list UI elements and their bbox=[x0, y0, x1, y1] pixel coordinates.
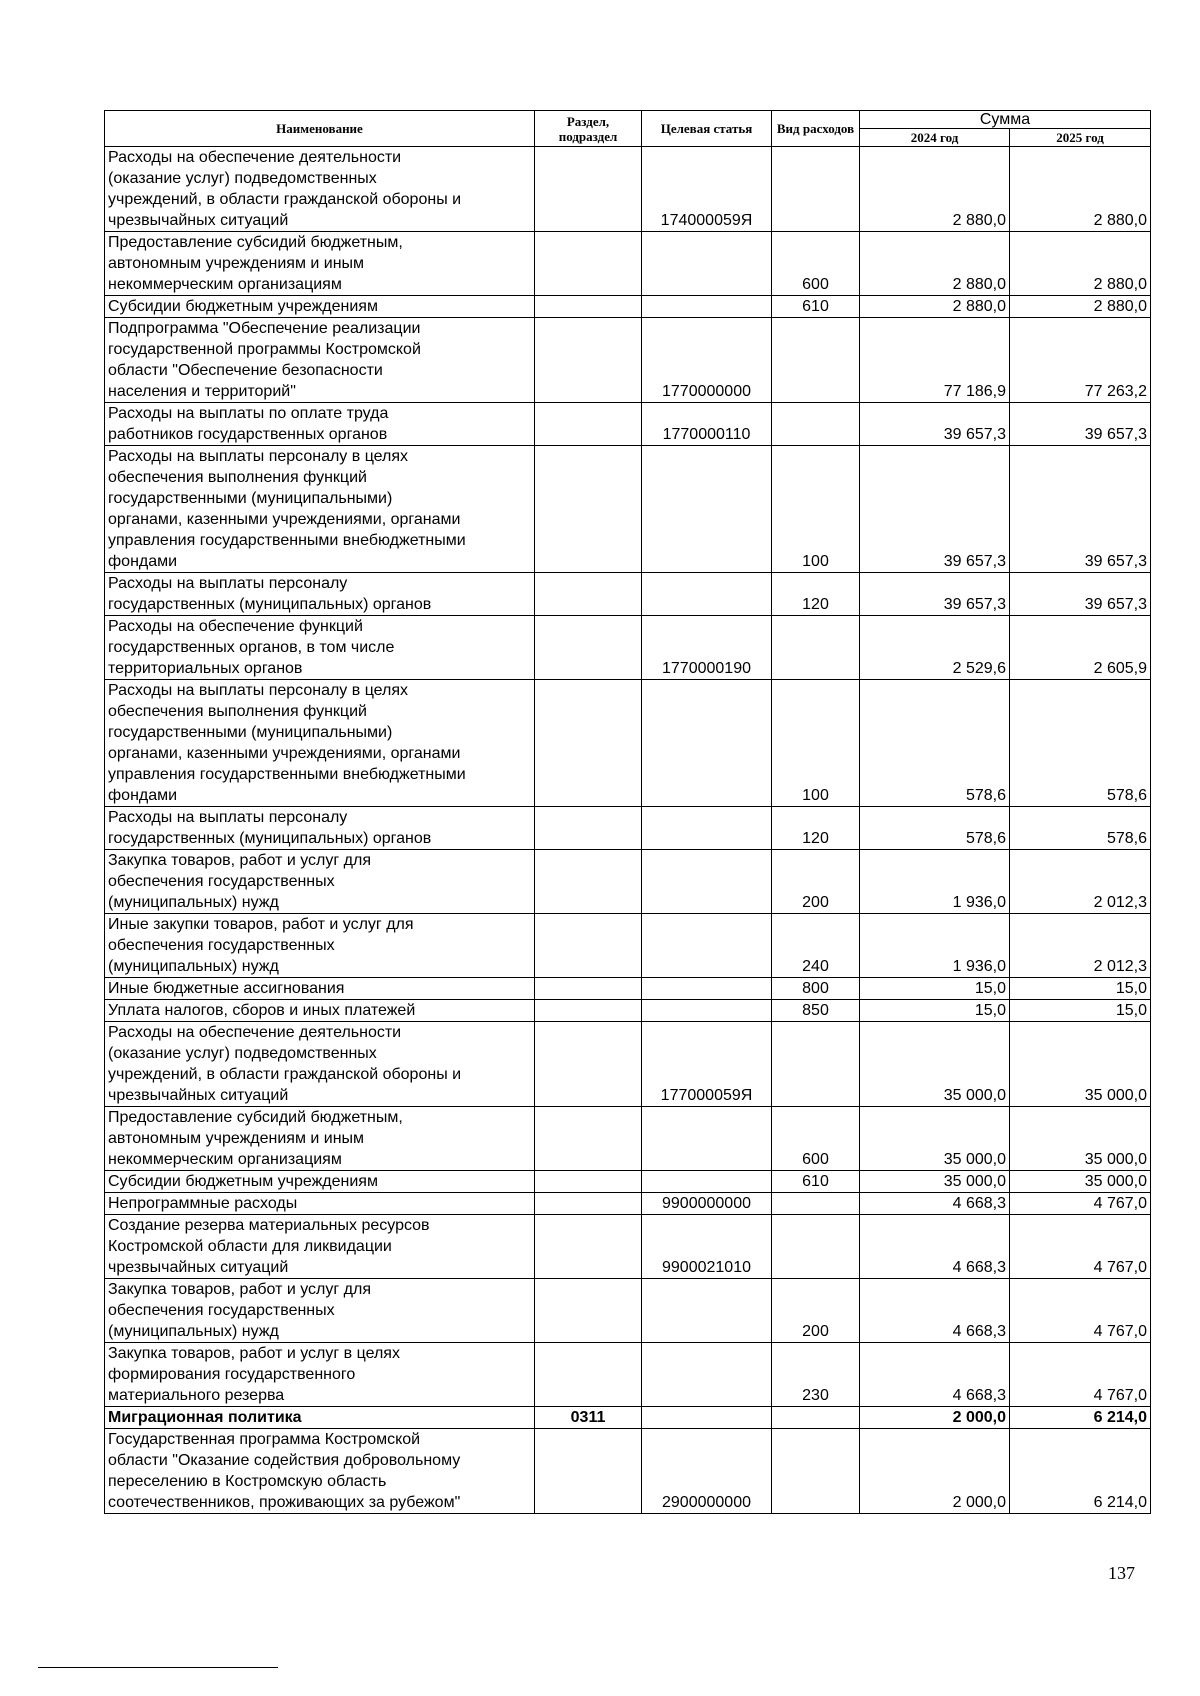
header-article: Целевая статья bbox=[642, 111, 772, 147]
cell-name: Создание резерва материальных ресурсов Костромской области для ликвидации чрезвычайных ситуаций bbox=[105, 1215, 535, 1279]
cell-article bbox=[642, 850, 772, 914]
cell-kind bbox=[772, 1407, 860, 1429]
cell-2025: 39 657,3 bbox=[1010, 446, 1151, 573]
table-row bbox=[105, 680, 1151, 807]
cell-section bbox=[535, 147, 642, 232]
cell-2025: 4 767,0 bbox=[1010, 1343, 1151, 1407]
cell-2025: 77 263,2 bbox=[1010, 318, 1151, 403]
cell-section bbox=[535, 680, 642, 807]
cell-section bbox=[535, 1022, 642, 1107]
cell-name: Расходы на выплаты персоналу государственных (муниципальных) органов bbox=[105, 573, 535, 616]
cell-section bbox=[535, 573, 642, 616]
header-kind: Вид расходов bbox=[772, 111, 860, 147]
cell-section bbox=[535, 1215, 642, 1279]
cell-name: Иные закупки товаров, работ и услуг для обеспечения государственных (муниципальных) нужд bbox=[105, 914, 535, 978]
cell-article: 177000059Я bbox=[642, 1022, 772, 1107]
cell-name: Расходы на выплаты персоналу в целях обеспечения выполнения функций государственными (муниципальными) органами, казенными учреждениями, органами управления государственными внебюджетными фондами bbox=[105, 680, 535, 807]
cell-kind: 600 bbox=[772, 232, 860, 296]
cell-kind: 100 bbox=[772, 680, 860, 807]
cell-name: Расходы на выплаты по оплате труда работников государственных органов bbox=[105, 403, 535, 446]
footer-divider bbox=[38, 1667, 278, 1668]
cell-kind bbox=[772, 318, 860, 403]
cell-article bbox=[642, 680, 772, 807]
table-row bbox=[105, 403, 1151, 446]
cell-kind: 610 bbox=[772, 296, 860, 318]
cell-2024: 39 657,3 bbox=[860, 573, 1010, 616]
cell-kind bbox=[772, 1022, 860, 1107]
cell-section bbox=[535, 1279, 642, 1343]
cell-kind: 120 bbox=[772, 807, 860, 850]
cell-section bbox=[535, 1000, 642, 1022]
cell-kind: 800 bbox=[772, 978, 860, 1000]
cell-section bbox=[535, 850, 642, 914]
cell-2025: 4 767,0 bbox=[1010, 1215, 1151, 1279]
cell-name: Расходы на выплаты персоналу в целях обеспечения выполнения функций государственными (муниципальными) органами, казенными учреждениями, органами управления государственными внебюджетными фондами bbox=[105, 446, 535, 573]
cell-name: Закупка товаров, работ и услуг для обеспечения государственных (муниципальных) нужд bbox=[105, 1279, 535, 1343]
cell-section bbox=[535, 616, 642, 680]
cell-name: Закупка товаров, работ и услуг в целях формирования государственного материального резерва bbox=[105, 1343, 535, 1407]
cell-name: Уплата налогов, сборов и иных платежей bbox=[105, 1000, 535, 1022]
cell-name: Предоставление субсидий бюджетным, автономным учреждениям и иным некоммерческим организациям bbox=[105, 232, 535, 296]
table-row bbox=[105, 1171, 1151, 1193]
table-row bbox=[105, 446, 1151, 573]
table-header bbox=[105, 111, 1151, 147]
header-section: Раздел, подраздел bbox=[535, 111, 642, 147]
cell-article bbox=[642, 1000, 772, 1022]
cell-2024: 2 000,0 bbox=[860, 1407, 1010, 1429]
header-sum: Сумма bbox=[860, 111, 1151, 129]
table-row bbox=[105, 1429, 1151, 1514]
cell-kind: 120 bbox=[772, 573, 860, 616]
cell-kind bbox=[772, 1215, 860, 1279]
cell-name: Субсидии бюджетным учреждениям bbox=[105, 1171, 535, 1193]
cell-section bbox=[535, 1193, 642, 1215]
cell-name: Расходы на обеспечение деятельности (оказание услуг) подведомственных учреждений, в области гражданской обороны и чрезвычайных ситуаций bbox=[105, 147, 535, 232]
budget-table bbox=[104, 110, 1151, 1514]
cell-article bbox=[642, 1407, 772, 1429]
table-row bbox=[105, 296, 1151, 318]
table-row bbox=[105, 232, 1151, 296]
cell-kind: 240 bbox=[772, 914, 860, 978]
cell-2024: 2 880,0 bbox=[860, 296, 1010, 318]
cell-2024: 39 657,3 bbox=[860, 446, 1010, 573]
cell-article bbox=[642, 1343, 772, 1407]
cell-section bbox=[535, 1429, 642, 1514]
cell-section bbox=[535, 232, 642, 296]
cell-kind bbox=[772, 1193, 860, 1215]
header-name: Наименование bbox=[105, 111, 535, 147]
cell-kind bbox=[772, 147, 860, 232]
cell-2025: 39 657,3 bbox=[1010, 403, 1151, 446]
cell-2024: 39 657,3 bbox=[860, 403, 1010, 446]
cell-2025: 39 657,3 bbox=[1010, 573, 1151, 616]
cell-2025: 35 000,0 bbox=[1010, 1171, 1151, 1193]
cell-kind: 610 bbox=[772, 1171, 860, 1193]
cell-2025: 2 880,0 bbox=[1010, 296, 1151, 318]
cell-2024: 578,6 bbox=[860, 807, 1010, 850]
cell-section bbox=[535, 446, 642, 573]
cell-2024: 35 000,0 bbox=[860, 1107, 1010, 1171]
table-row bbox=[105, 1022, 1151, 1107]
cell-name: Непрограммные расходы bbox=[105, 1193, 535, 1215]
cell-section bbox=[535, 1107, 642, 1171]
cell-2024: 1 936,0 bbox=[860, 850, 1010, 914]
cell-name: Расходы на обеспечение деятельности (оказание услуг) подведомственных учреждений, в области гражданской обороны и чрезвычайных ситуаций bbox=[105, 1022, 535, 1107]
cell-kind: 200 bbox=[772, 850, 860, 914]
header-2024: 2024 год bbox=[860, 129, 1010, 147]
cell-2025: 2 012,3 bbox=[1010, 850, 1151, 914]
page-number: 137 bbox=[1108, 1563, 1135, 1583]
cell-kind: 230 bbox=[772, 1343, 860, 1407]
cell-2024: 35 000,0 bbox=[860, 1022, 1010, 1107]
cell-section bbox=[535, 403, 642, 446]
table-row bbox=[105, 1279, 1151, 1343]
cell-kind bbox=[772, 403, 860, 446]
cell-section bbox=[535, 978, 642, 1000]
cell-article bbox=[642, 914, 772, 978]
cell-article bbox=[642, 807, 772, 850]
cell-section bbox=[535, 914, 642, 978]
cell-2025: 4 767,0 bbox=[1010, 1279, 1151, 1343]
cell-2025: 2 012,3 bbox=[1010, 914, 1151, 978]
cell-2024: 15,0 bbox=[860, 978, 1010, 1000]
cell-2025: 35 000,0 bbox=[1010, 1022, 1151, 1107]
cell-article bbox=[642, 1107, 772, 1171]
cell-2025: 2 880,0 bbox=[1010, 147, 1151, 232]
cell-section bbox=[535, 296, 642, 318]
cell-section bbox=[535, 1171, 642, 1193]
cell-article bbox=[642, 232, 772, 296]
cell-name: Миграционная политика bbox=[105, 1407, 535, 1429]
cell-article bbox=[642, 1279, 772, 1343]
cell-article: 1770000000 bbox=[642, 318, 772, 403]
cell-2024: 77 186,9 bbox=[860, 318, 1010, 403]
cell-kind: 200 bbox=[772, 1279, 860, 1343]
table-row bbox=[105, 978, 1151, 1000]
table-row bbox=[105, 147, 1151, 232]
cell-name: Подпрограмма "Обеспечение реализации государственной программы Костромской области "Обеспечение безопасности населения и территорий" bbox=[105, 318, 535, 403]
cell-name: Закупка товаров, работ и услуг для обеспечения государственных (муниципальных) нужд bbox=[105, 850, 535, 914]
cell-2025: 2 880,0 bbox=[1010, 232, 1151, 296]
cell-2025: 578,6 bbox=[1010, 680, 1151, 807]
cell-2024: 4 668,3 bbox=[860, 1193, 1010, 1215]
table-row bbox=[105, 1000, 1151, 1022]
cell-article bbox=[642, 446, 772, 573]
cell-2024: 35 000,0 bbox=[860, 1171, 1010, 1193]
cell-2025: 6 214,0 bbox=[1010, 1407, 1151, 1429]
cell-article bbox=[642, 296, 772, 318]
table-row bbox=[105, 1407, 1151, 1429]
cell-name: Предоставление субсидий бюджетным, автономным учреждениям и иным некоммерческим организациям bbox=[105, 1107, 535, 1171]
table-row bbox=[105, 914, 1151, 978]
cell-2024: 4 668,3 bbox=[860, 1215, 1010, 1279]
table-row bbox=[105, 1215, 1151, 1279]
table-row bbox=[105, 1193, 1151, 1215]
cell-section: 0311 bbox=[535, 1407, 642, 1429]
cell-article: 2900000000 bbox=[642, 1429, 772, 1514]
cell-article: 9900000000 bbox=[642, 1193, 772, 1215]
table-row bbox=[105, 573, 1151, 616]
cell-2025: 35 000,0 bbox=[1010, 1107, 1151, 1171]
cell-2025: 4 767,0 bbox=[1010, 1193, 1151, 1215]
cell-article bbox=[642, 978, 772, 1000]
cell-2024: 578,6 bbox=[860, 680, 1010, 807]
cell-kind bbox=[772, 1429, 860, 1514]
cell-name: Расходы на выплаты персоналу государственных (муниципальных) органов bbox=[105, 807, 535, 850]
cell-2025: 578,6 bbox=[1010, 807, 1151, 850]
table-row bbox=[105, 807, 1151, 850]
cell-2024: 2 880,0 bbox=[860, 232, 1010, 296]
cell-kind: 850 bbox=[772, 1000, 860, 1022]
cell-name: Иные бюджетные ассигнования bbox=[105, 978, 535, 1000]
cell-name: Государственная программа Костромской области "Оказание содействия добровольному переселению в Костромскую область соотечественников, проживающих за рубежом" bbox=[105, 1429, 535, 1514]
table-body bbox=[105, 147, 1151, 1514]
cell-2024: 15,0 bbox=[860, 1000, 1010, 1022]
cell-2024: 2 880,0 bbox=[860, 147, 1010, 232]
cell-kind: 600 bbox=[772, 1107, 860, 1171]
cell-2024: 4 668,3 bbox=[860, 1343, 1010, 1407]
cell-2025: 15,0 bbox=[1010, 1000, 1151, 1022]
cell-section bbox=[535, 1343, 642, 1407]
cell-article: 9900021010 bbox=[642, 1215, 772, 1279]
cell-kind bbox=[772, 616, 860, 680]
table-row bbox=[105, 318, 1151, 403]
cell-2025: 2 605,9 bbox=[1010, 616, 1151, 680]
cell-section bbox=[535, 318, 642, 403]
cell-kind: 100 bbox=[772, 446, 860, 573]
cell-name: Субсидии бюджетным учреждениям bbox=[105, 296, 535, 318]
cell-2025: 15,0 bbox=[1010, 978, 1151, 1000]
cell-2024: 4 668,3 bbox=[860, 1279, 1010, 1343]
cell-2024: 2 000,0 bbox=[860, 1429, 1010, 1514]
cell-article: 1770000190 bbox=[642, 616, 772, 680]
cell-2025: 6 214,0 bbox=[1010, 1429, 1151, 1514]
cell-name: Расходы на обеспечение функций государственных органов, в том числе территориальных органов bbox=[105, 616, 535, 680]
table-row bbox=[105, 850, 1151, 914]
cell-article: 1770000110 bbox=[642, 403, 772, 446]
header-2025: 2025 год bbox=[1010, 129, 1151, 147]
cell-2024: 1 936,0 bbox=[860, 914, 1010, 978]
table-row bbox=[105, 1107, 1151, 1171]
cell-article: 174000059Я bbox=[642, 147, 772, 232]
cell-article bbox=[642, 1171, 772, 1193]
table-row bbox=[105, 1343, 1151, 1407]
cell-article bbox=[642, 573, 772, 616]
table-row bbox=[105, 616, 1151, 680]
cell-2024: 2 529,6 bbox=[860, 616, 1010, 680]
cell-section bbox=[535, 807, 642, 850]
